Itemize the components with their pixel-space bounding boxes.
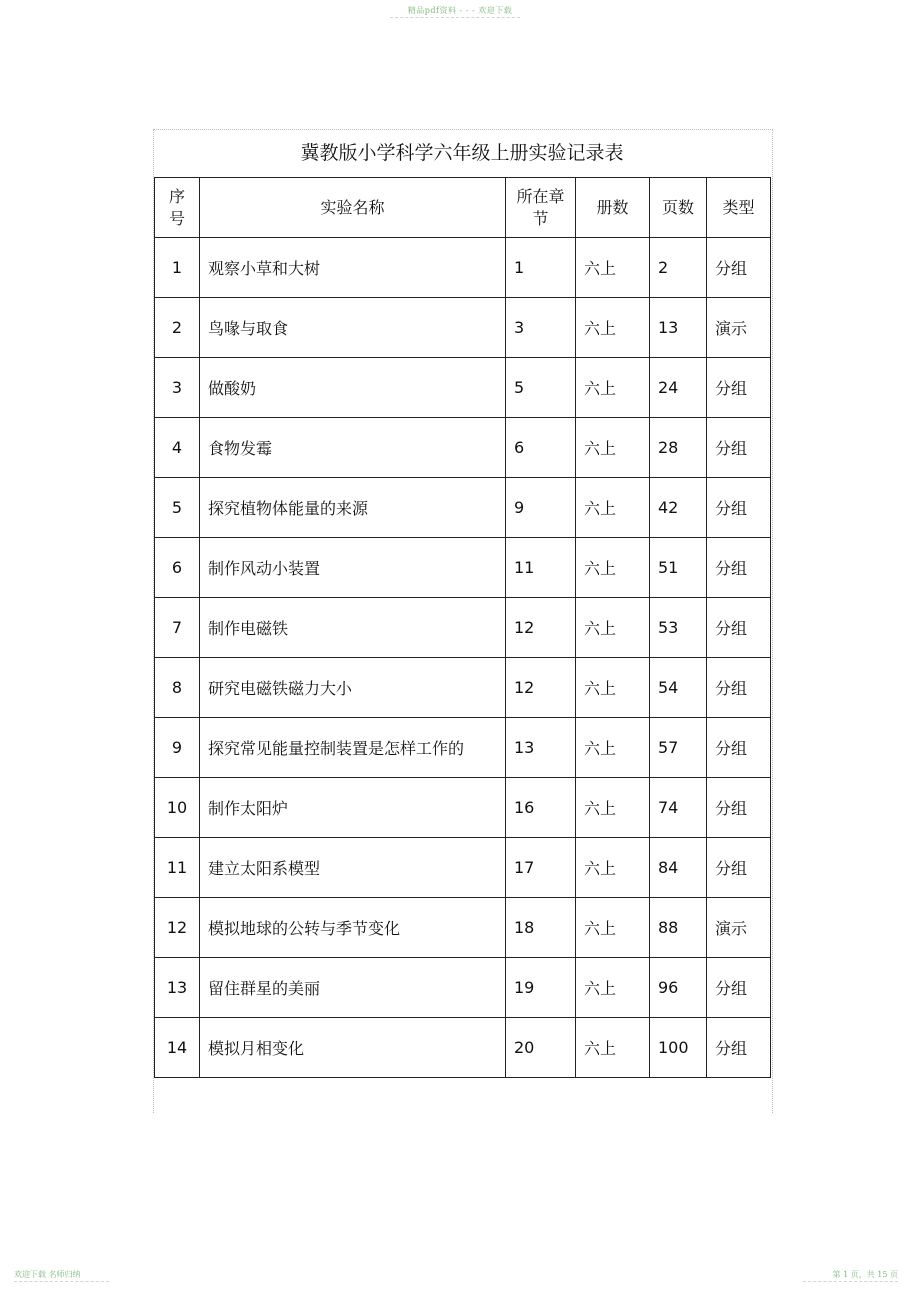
cell-volume: 六上 <box>576 1018 650 1078</box>
cell-page: 2 <box>650 238 707 298</box>
table-row <box>155 658 771 718</box>
cell-experiment-name: 制作太阳炉 <box>200 778 506 838</box>
footer-divider-right <box>803 1281 898 1282</box>
cell-type: 分组 <box>707 358 771 418</box>
cell-volume: 六上 <box>576 478 650 538</box>
cell-page: 53 <box>650 598 707 658</box>
cell-type: 分组 <box>707 538 771 598</box>
cell-chapter: 5 <box>506 358 576 418</box>
cell-chapter: 6 <box>506 418 576 478</box>
cell-chapter: 11 <box>506 538 576 598</box>
cell-type: 演示 <box>707 298 771 358</box>
table-row <box>155 718 771 778</box>
table-row <box>155 898 771 958</box>
cell-experiment-name: 模拟月相变化 <box>200 1018 506 1078</box>
table-row <box>155 838 771 898</box>
col-header-index: 序号 <box>155 178 200 238</box>
cell-volume: 六上 <box>576 298 650 358</box>
table-row <box>155 1018 771 1078</box>
col-header-chapter: 所在章节 <box>506 178 576 238</box>
document-title: 冀教版小学科学六年级上册实验记录表 <box>300 142 624 164</box>
cell-experiment-name: 制作风动小装置 <box>200 538 506 598</box>
cell-experiment-name: 食物发霉 <box>200 418 506 478</box>
table-row <box>155 238 771 298</box>
cell-type: 分组 <box>707 598 771 658</box>
cell-page: 100 <box>650 1018 707 1078</box>
cell-page: 54 <box>650 658 707 718</box>
cell-index: 9 <box>155 718 200 778</box>
cell-type: 分组 <box>707 478 771 538</box>
cell-volume: 六上 <box>576 538 650 598</box>
cell-volume: 六上 <box>576 418 650 478</box>
cell-experiment-name: 建立太阳系模型 <box>200 838 506 898</box>
cell-type: 分组 <box>707 658 771 718</box>
cell-experiment-name: 鸟喙与取食 <box>200 298 506 358</box>
cell-chapter: 1 <box>506 238 576 298</box>
cell-page: 51 <box>650 538 707 598</box>
col-header-volume: 册数 <box>576 178 650 238</box>
table-body <box>155 238 771 1078</box>
footer-divider-left <box>14 1281 109 1282</box>
cell-page: 88 <box>650 898 707 958</box>
table-row <box>155 958 771 1018</box>
cell-page: 13 <box>650 298 707 358</box>
cell-chapter: 17 <box>506 838 576 898</box>
cell-type: 演示 <box>707 898 771 958</box>
cell-chapter: 18 <box>506 898 576 958</box>
cell-chapter: 19 <box>506 958 576 1018</box>
cell-index: 7 <box>155 598 200 658</box>
cell-page: 42 <box>650 478 707 538</box>
table-header <box>155 178 771 238</box>
footer-page-number: 第 1 页，共 15 页 <box>832 1270 898 1279</box>
header-divider <box>390 17 520 18</box>
cell-volume: 六上 <box>576 598 650 658</box>
cell-page: 74 <box>650 778 707 838</box>
cell-index: 1 <box>155 238 200 298</box>
cell-experiment-name: 做酸奶 <box>200 358 506 418</box>
col-header-page: 页数 <box>650 178 707 238</box>
cell-volume: 六上 <box>576 778 650 838</box>
cell-page: 57 <box>650 718 707 778</box>
table-row <box>155 598 771 658</box>
cell-chapter: 3 <box>506 298 576 358</box>
cell-chapter: 13 <box>506 718 576 778</box>
table-row <box>155 418 771 478</box>
cell-chapter: 16 <box>506 778 576 838</box>
cell-index: 8 <box>155 658 200 718</box>
cell-page: 84 <box>650 838 707 898</box>
cell-volume: 六上 <box>576 838 650 898</box>
cell-page: 24 <box>650 358 707 418</box>
cell-experiment-name: 研究电磁铁磁力大小 <box>200 658 506 718</box>
table-row <box>155 358 771 418</box>
cell-type: 分组 <box>707 1018 771 1078</box>
cell-volume: 六上 <box>576 958 650 1018</box>
cell-type: 分组 <box>707 718 771 778</box>
cell-volume: 六上 <box>576 658 650 718</box>
table-row <box>155 538 771 598</box>
cell-experiment-name: 留住群星的美丽 <box>200 958 506 1018</box>
col-header-type: 类型 <box>707 178 771 238</box>
cell-type: 分组 <box>707 838 771 898</box>
cell-index: 2 <box>155 298 200 358</box>
cell-volume: 六上 <box>576 358 650 418</box>
cell-volume: 六上 <box>576 238 650 298</box>
experiment-table <box>154 177 771 1078</box>
cell-experiment-name: 探究植物体能量的来源 <box>200 478 506 538</box>
cell-volume: 六上 <box>576 718 650 778</box>
cell-index: 3 <box>155 358 200 418</box>
cell-page: 28 <box>650 418 707 478</box>
cell-index: 12 <box>155 898 200 958</box>
page-header: 精品pdf资料 - - - 欢迎下载 <box>407 6 513 15</box>
cell-index: 11 <box>155 838 200 898</box>
cell-experiment-name: 模拟地球的公转与季节变化 <box>200 898 506 958</box>
cell-chapter: 9 <box>506 478 576 538</box>
cell-type: 分组 <box>707 418 771 478</box>
cell-type: 分组 <box>707 778 771 838</box>
cell-type: 分组 <box>707 238 771 298</box>
cell-index: 13 <box>155 958 200 1018</box>
cell-experiment-name: 探究常见能量控制装置是怎样工作的 <box>200 718 506 778</box>
cell-page: 96 <box>650 958 707 1018</box>
cell-index: 14 <box>155 1018 200 1078</box>
cell-type: 分组 <box>707 958 771 1018</box>
cell-index: 6 <box>155 538 200 598</box>
table-row <box>155 478 771 538</box>
cell-experiment-name: 制作电磁铁 <box>200 598 506 658</box>
footer-left: 欢迎下载 名师归纳 <box>14 1270 81 1279</box>
cell-index: 5 <box>155 478 200 538</box>
cell-index: 10 <box>155 778 200 838</box>
table-row <box>155 298 771 358</box>
cell-experiment-name: 观察小草和大树 <box>200 238 506 298</box>
cell-chapter: 20 <box>506 1018 576 1078</box>
col-header-name: 实验名称 <box>200 178 506 238</box>
cell-volume: 六上 <box>576 898 650 958</box>
cell-chapter: 12 <box>506 598 576 658</box>
cell-index: 4 <box>155 418 200 478</box>
table-row <box>155 778 771 838</box>
cell-chapter: 12 <box>506 658 576 718</box>
